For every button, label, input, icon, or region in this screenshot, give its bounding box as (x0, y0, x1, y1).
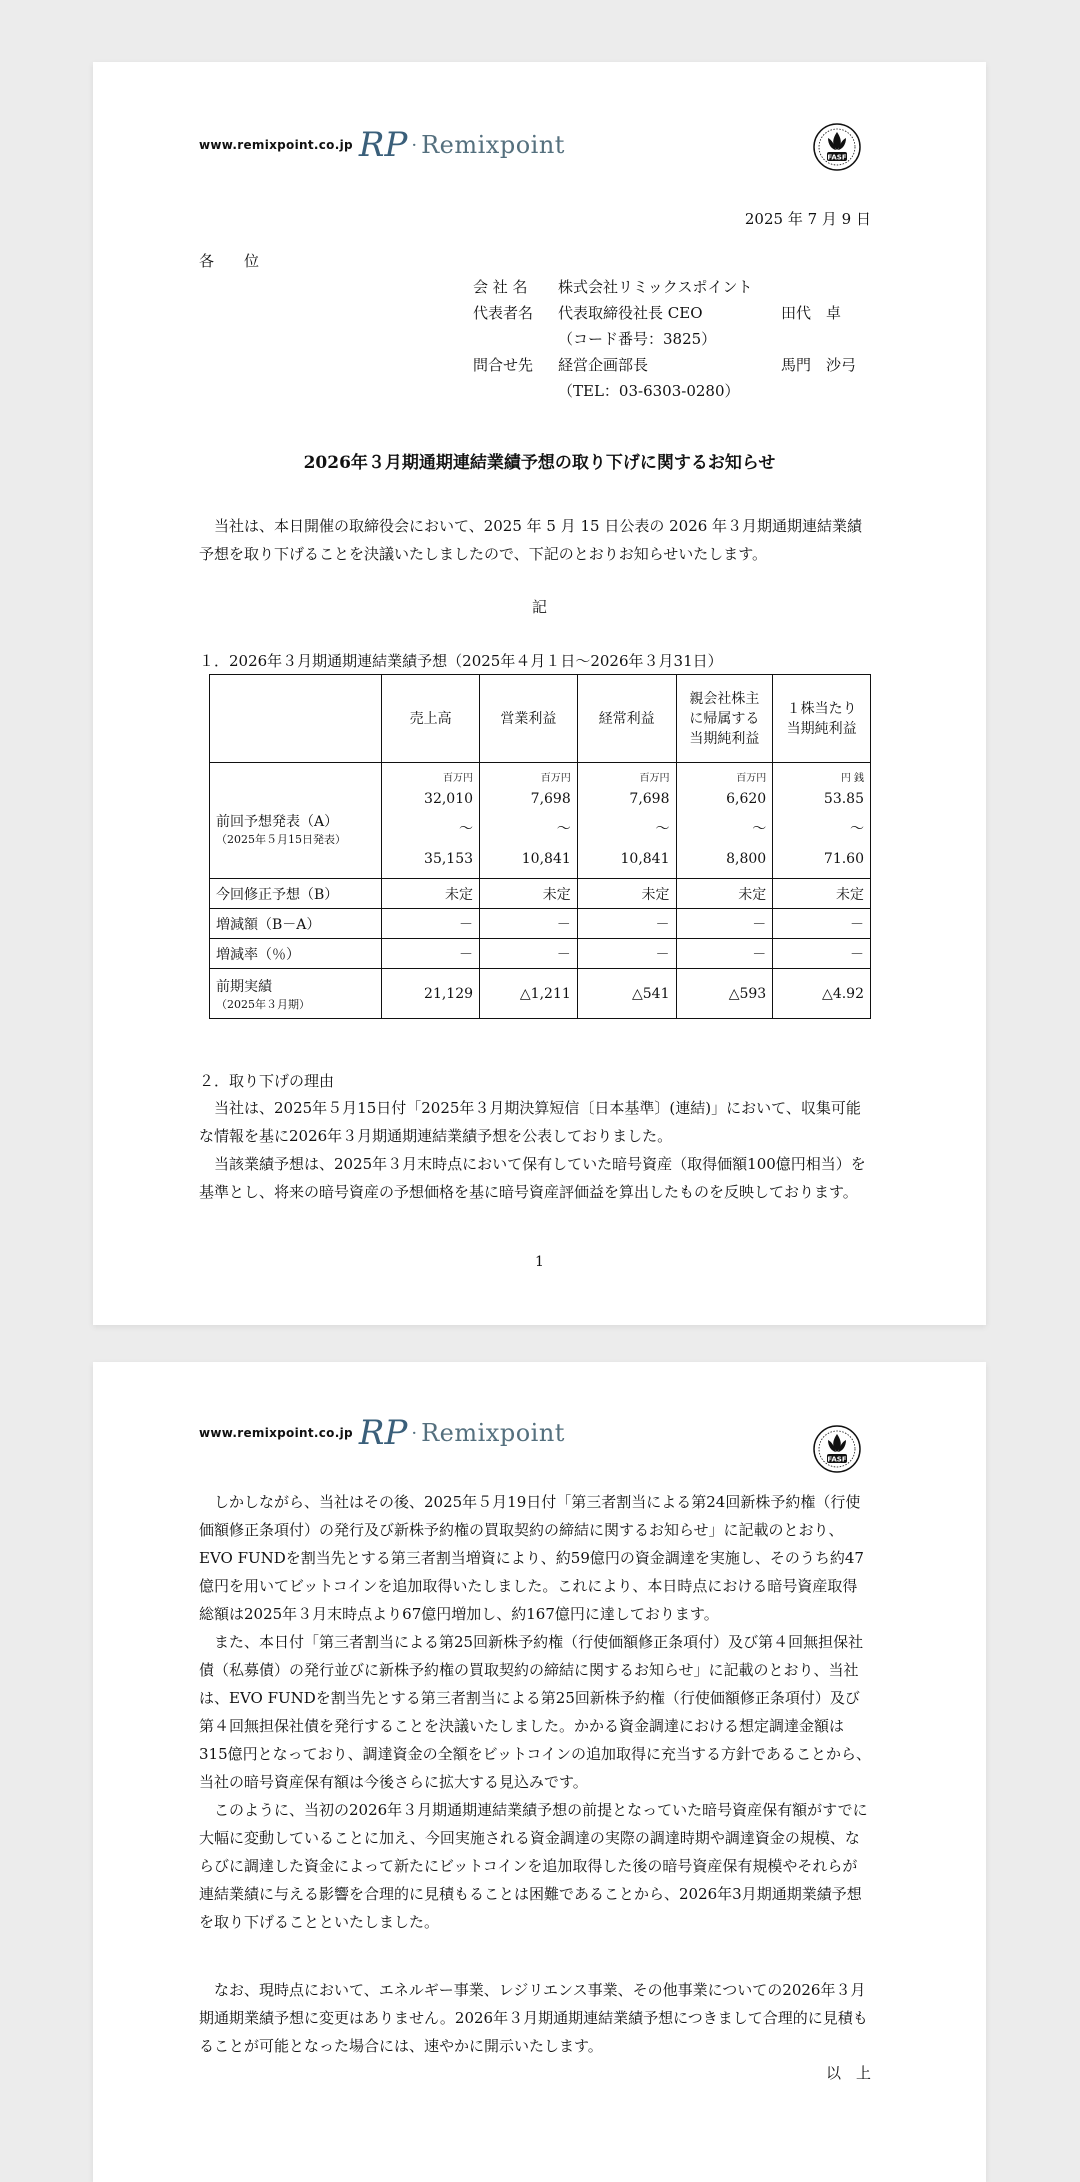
section2-paragraph-2: 当該業績予想は、2025年３月末時点において保有していた暗号資産（取得価額100億円相当）を基準とし、将来の暗号資産の予想価格を基に暗号資産評価益を算出したものを反映しております。 (199, 1155, 866, 1201)
table-cell: 未定 (676, 879, 773, 909)
table-cell: － (676, 909, 773, 939)
header-logo-group (199, 125, 565, 165)
table-cell: △541 (577, 969, 676, 1019)
prev-low: 32,010 (424, 791, 474, 807)
table-cell: － (480, 909, 578, 939)
revised-forecast-label: 今回修正予想（B） (210, 879, 382, 909)
page-number: 1 (535, 1254, 544, 1270)
rp-logo-mark: RP (358, 125, 408, 165)
section2-title: ２．取り下げの理由 (199, 1072, 335, 1090)
table-cell: － (382, 909, 480, 939)
rp-logo-mark: RP (358, 1413, 408, 1453)
contact-name: 馬門 沙弓 (781, 356, 857, 374)
unit-label: 百万円 (736, 773, 767, 784)
page2-paragraph-4: なお、現時点において、エネルギー事業、レジリエンス事業、その他事業についての2026年３月期通期業績予想に変更はありません。2026年３月期通期連結業績予想につきまして合理的に見積もることが可能となった場合には、速やかに開示いたします。 (199, 1981, 868, 2055)
stock-code: （コード番号：3825） (558, 330, 717, 348)
table-cell: 未定 (577, 879, 676, 909)
table-cell: △1,211 (480, 969, 578, 1019)
tilde: ～ (752, 821, 767, 837)
document-date: 2025 年 7 月 9 日 (744, 210, 871, 228)
prev-high: 71.60 (823, 851, 864, 867)
site-url: www.remixpoint.co.jp (199, 1426, 353, 1440)
unit-label: 百万円 (443, 773, 474, 784)
page2-paragraph-3: このように、当初の2026年３月期通期連結業績予想の前提となっていた暗号資産保有額がすでに大幅に変動していることに加え、今回実施される資金調達の実際の調達時期や調達資金の規模、ならびに調達した資金によって新たにビットコインを追加取得した後の暗号資産保有規模やそれらが連結業績に与える影響を合理的に見積もることは困難であることから、2026年3月期通期業績予想を取り下げることといたしました。 (199, 1801, 868, 1931)
table-cell: 未定 (382, 879, 480, 909)
difference-label: 増減額（B－A） (210, 909, 382, 939)
prev-low: 7,698 (530, 791, 571, 807)
section1-title: １．2026年３月期通期連結業績予想（2025年４月１日～2026年３月31日） (199, 652, 723, 670)
actual-label: 前期実績 (216, 978, 272, 995)
prev-low: 53.85 (823, 791, 864, 807)
document-page-2 (93, 1362, 986, 2182)
prev-high: 10,841 (521, 851, 571, 867)
table-cell: － (577, 909, 676, 939)
tilde: ～ (556, 821, 571, 837)
table-header-row (210, 675, 871, 763)
section2-paragraph-1: 当社は、2025年５月15日付「2025年３月期決算短信〔日本基準〕(連結)」において、収集可能な情報を基に2026年３月期通期連結業績予想を公表しておりました。 (199, 1099, 861, 1145)
table-cell: 未定 (773, 879, 871, 909)
fasf-badge-label: FASF (827, 153, 847, 162)
prev-high: 10,841 (620, 851, 670, 867)
unit-label: 百万円 (639, 773, 670, 784)
table-cell: △593 (676, 969, 773, 1019)
table-cell: △4.92 (773, 969, 871, 1019)
contact-tel: （TEL：03-6303-0280） (558, 382, 740, 400)
representative-title: 代表取締役社長 CEO (558, 304, 703, 322)
table-row-actual (210, 969, 871, 1019)
rate-label: 増減率（％） (210, 939, 382, 969)
header-logo-group (199, 1413, 565, 1453)
fasf-badge-icon (812, 122, 862, 172)
table-cell: － (382, 939, 480, 969)
page2-paragraph-2: また、本日付「第三者割当による第25回新株予約権（行使価額修正条項付）及び第４回無担保社債（私募債）の発行並びに新株予約権の買取契約の締結に関するお知らせ」に記載のとおり、当社は、EVO FUNDを割当先とする第三者割当による第25回新株予約権（行使価額修正条項付）及び第４回無担保社債を発行することを決議いたしました。かかる資金調達における想定調達金額は315億円となっており、調達資金の全額をビットコインの追加取得に充当する方針であることから、当社の暗号資産保有額は今後さらに拡大する見込みです。 (199, 1633, 871, 1791)
representative-label: 代表者名 (473, 304, 534, 322)
table-row-rate (210, 939, 871, 969)
logo-text: Remixpoint (421, 1419, 565, 1447)
prev-low: 7,698 (629, 791, 670, 807)
site-url: www.remixpoint.co.jp (199, 138, 353, 152)
actual-sub: （2025年３月期） (216, 997, 310, 1011)
table-cell: 未定 (480, 879, 578, 909)
table-cell: － (773, 909, 871, 939)
tilde: ～ (850, 821, 864, 837)
prev-low: 6,620 (726, 791, 767, 807)
company-name-label: 会 社 名 (473, 278, 528, 296)
previous-forecast-sub: （2025年５月15日発表） (216, 833, 346, 846)
header-cell: １株当たり 当期純利益 (773, 675, 871, 763)
header-cell: 売上高 (382, 675, 480, 763)
tilde: ～ (459, 821, 474, 837)
unit-label: 円 銭 (840, 773, 864, 784)
page2-paragraph-1: しかしながら、当社はその後、2025年５月19日付「第三者割当による第24回新株予約権（行使価額修正条項付）の発行及び新株予約権の買取契約の締結に関するお知らせ」に記載のとおり、EVO FUNDを割当先とする第三者割当増資により、約59億円の資金調達を実施し、そのうち約47億円を用いてビットコインを追加取得いたしました。これにより、本日時点における暗号資産取得総額は2025年３月末時点より67億円増加し、約167億円に達しております。 (199, 1493, 864, 1623)
header-cell: 親会社株主 に帰属する 当期純利益 (676, 675, 773, 763)
previous-forecast-label: 前回予想発表（A） (216, 814, 339, 830)
logo-text: Remixpoint (421, 131, 565, 159)
fasf-badge-icon (812, 1424, 862, 1474)
table-cell: － (577, 939, 676, 969)
table-cell: 21,129 (382, 969, 480, 1019)
table-cell: － (480, 939, 578, 969)
prev-high: 8,800 (726, 851, 767, 867)
table-cell: － (676, 939, 773, 969)
table-row-difference (210, 909, 871, 939)
addressee: 各 位 (199, 252, 260, 270)
table-row-revised (210, 879, 871, 909)
company-name-value: 株式会社リミックスポイント (558, 278, 753, 296)
representative-name: 田代 卓 (781, 304, 842, 322)
fasf-badge-label: FASF (827, 1455, 847, 1464)
logo-dot: · (411, 1422, 418, 1444)
document-page-1 (93, 62, 986, 1325)
prev-high: 35,153 (424, 851, 474, 867)
intro-paragraph: 当社は、本日開催の取締役会において、2025 年 5 月 15 日公表の 2026 年３月期通期連結業績予想を取り下げることを決議いたしましたので、下記のとおりお知らせいたします。 (199, 517, 863, 563)
page-title: 2026年３月期通期連結業績予想の取り下げに関するお知らせ (303, 453, 776, 473)
table-cell: － (773, 939, 871, 969)
header-cell: 経常利益 (577, 675, 676, 763)
contact-department: 経営企画部長 (558, 356, 649, 374)
contact-label: 問合せ先 (473, 356, 534, 374)
forecast-table (209, 674, 871, 1019)
closing-mark: 以 上 (825, 2064, 871, 2082)
tilde: ～ (655, 821, 670, 837)
header-cell: 営業利益 (480, 675, 578, 763)
table-row-previous (210, 763, 871, 879)
ki-marker: 記 (531, 598, 547, 616)
logo-dot: · (411, 134, 418, 156)
unit-label: 百万円 (540, 773, 571, 784)
